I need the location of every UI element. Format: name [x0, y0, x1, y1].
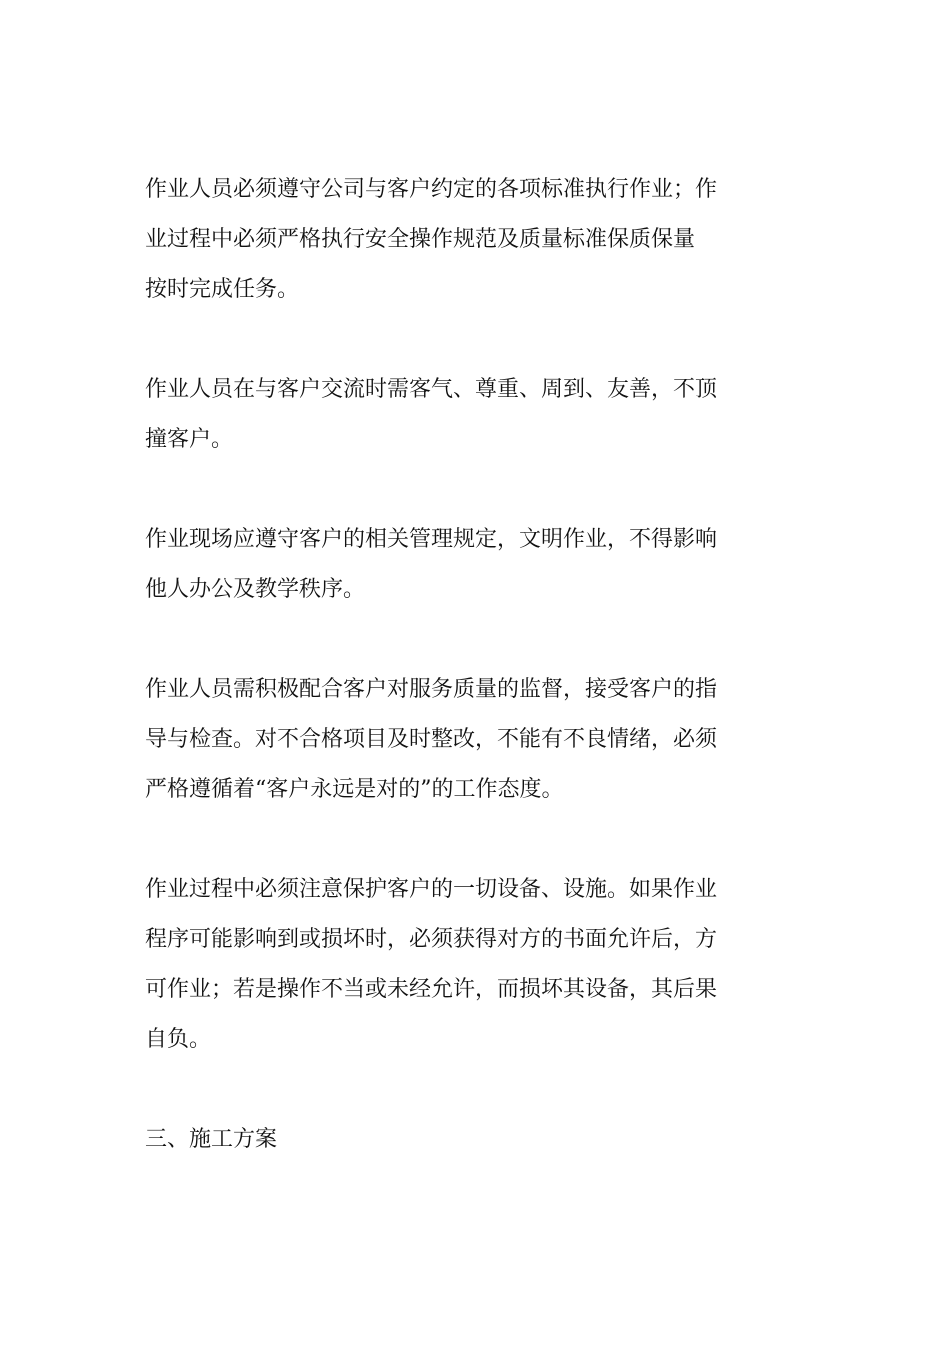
- paragraph-line: 严格遵循着“客户永远是对的”的工作态度。: [145, 777, 564, 802]
- section-heading: 三、施工方案: [145, 1127, 278, 1152]
- paragraph-line: 可作业；若是操作不当或未经允许，而损坏其设备，其后果: [145, 977, 718, 1002]
- paragraph-site-rules: [145, 515, 745, 615]
- paragraph-equipment-protection: [145, 865, 745, 1065]
- paragraph-line: 作业过程中必须注意保护客户的一切设备、设施。如果作业: [145, 877, 718, 902]
- paragraph-line: 作业人员需积极配合客户对服务质量的监督，接受客户的指: [145, 677, 718, 702]
- paragraph-line: 按时完成任务。: [145, 277, 300, 302]
- paragraph-line: 他人办公及教学秩序。: [145, 577, 366, 602]
- paragraph-communication: [145, 365, 745, 465]
- paragraph-line: 自负。: [145, 1027, 212, 1052]
- paragraph-line: 作业现场应遵守客户的相关管理规定，文明作业，不得影响: [145, 527, 718, 552]
- paragraph-gap: [145, 1065, 745, 1115]
- paragraph-gap: [145, 315, 745, 365]
- paragraph-line: 导与检查。对不合格项目及时整改，不能有不良情绪，必须: [145, 727, 718, 752]
- document-page: [145, 165, 745, 1165]
- paragraph-line: 作业人员必须遵守公司与客户约定的各项标准执行作业；作: [145, 177, 718, 202]
- paragraph-gap: [145, 465, 745, 515]
- paragraph-line: 作业人员在与客户交流时需客气、尊重、周到、友善，不顶: [145, 377, 718, 402]
- paragraph-gap: [145, 815, 745, 865]
- paragraph-line: 撞客户。: [145, 427, 234, 452]
- paragraph-supervision: [145, 665, 745, 815]
- paragraph-gap: [145, 615, 745, 665]
- paragraph-standards: [145, 165, 745, 315]
- paragraph-line: 程序可能影响到或损坏时，必须获得对方的书面允许后，方: [145, 927, 718, 952]
- paragraph-line: 业过程中必须严格执行安全操作规范及质量标准保质保量: [145, 227, 696, 252]
